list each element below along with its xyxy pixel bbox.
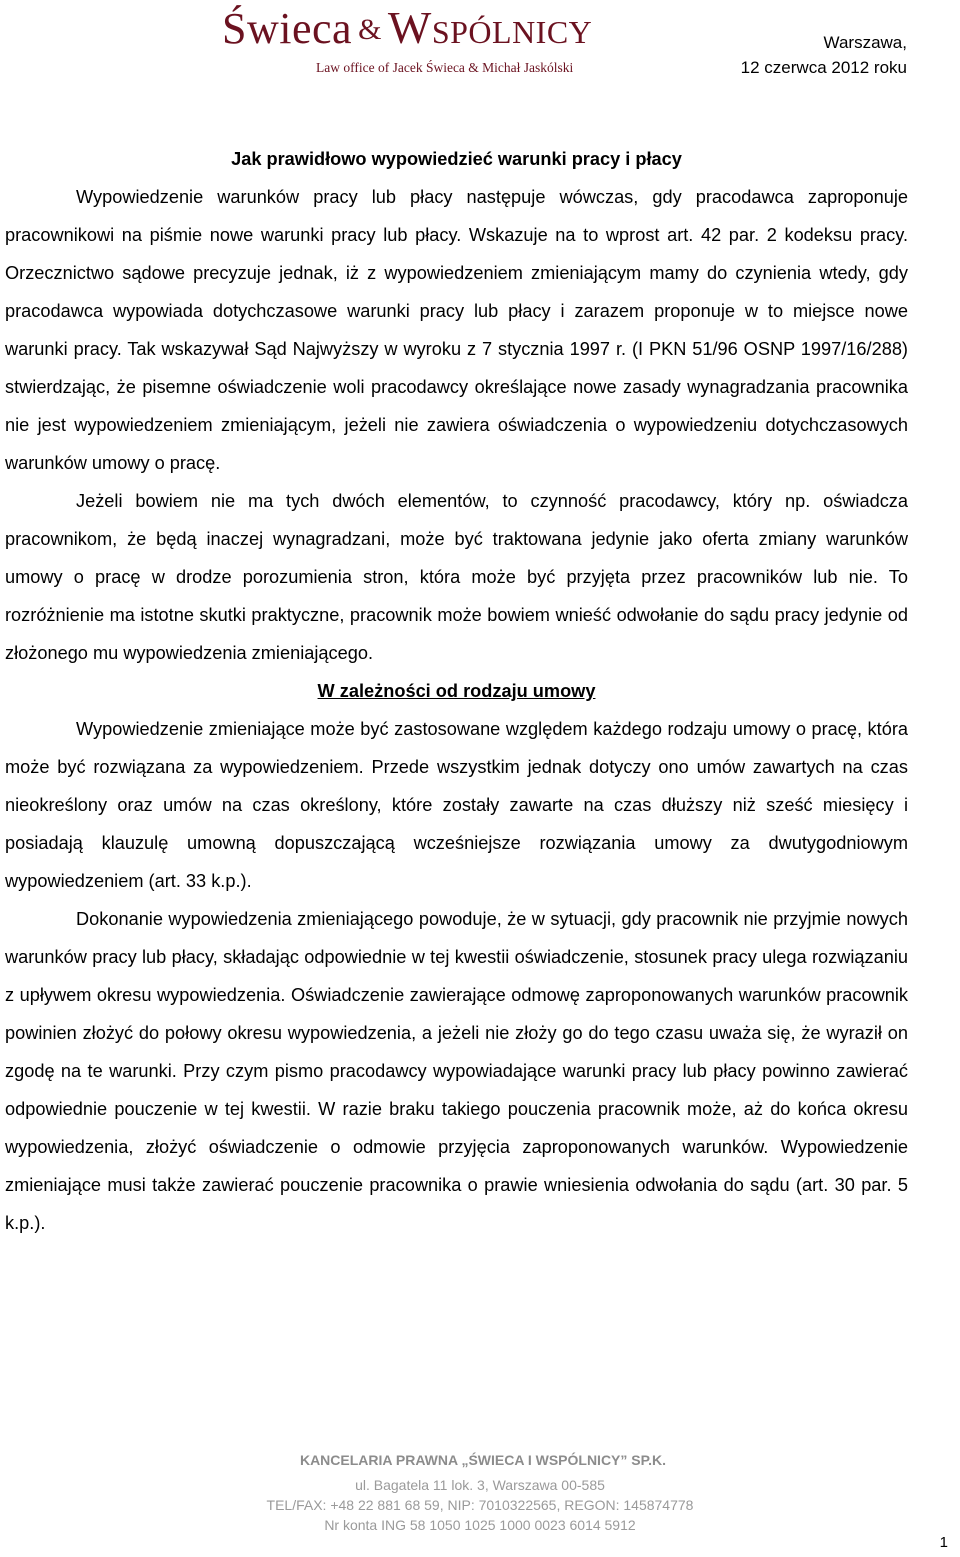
footer-firm-name: KANCELARIA PRAWNA „ŚWIECA I WSPÓLNICY” SP.K. (299, 1452, 667, 1468)
paragraph-4: Dokonanie wypowiedzenia zmieniającego powoduje, że w sytuacji, gdy pracownik nie przyjmie nowych warunków pracy lub płacy, składając odpowiednie w tej kwestii oświadczenie, stosunek pracy ulega rozwiązaniu z upływem okresu wypowiedzenia. Oświadczenie zawierające odmowę zaproponowanych warunków pracownik powinien złożyć do połowy okresu wypowiedzenia, a jeżeli nie złoży go do tego czasu uważa się, że wyraził on zgodę na te warunki. Przy czym pismo pracodawcy wypowiadające warunki pracy lub płacy powinno zawierać odpowiednie pouczenie w tej kwestii. W razie braku takiego pouczenia pracownik może, aż do końca okresu wypowiedzenia, złożyć oświadczenie o odmowie przyjęcia zaproponowanych warunków. Wypowiedzenie zmieniające musi także zawierać pouczenie pracownika o prawie wniesienia odwołania do sądu (art. 30 par. 5 k.p.). (5, 909, 908, 1233)
logo-name-right: Wspólnicy (387, 2, 593, 53)
logo-ampersand: & (358, 13, 382, 46)
date-city: Warszawa, (823, 33, 907, 52)
section-subtitle (5, 672, 908, 710)
article-title: Jak prawidłowo wypowiedzieć warunki pracy i płacy (231, 149, 682, 169)
section-subtitle-text: W zależności od rodzaju umowy (317, 681, 596, 701)
page-footer (0, 1450, 960, 1535)
date-value: 12 czerwca 2012 roku (740, 58, 907, 77)
logo-tagline: Law office of Jacek Świeca & Michał Jaskólski (316, 60, 574, 75)
footer-account: Nr konta ING 58 1050 1025 1000 0023 6014 5912 (324, 1517, 636, 1533)
firm-logo (222, 2, 712, 82)
paragraph-1: Wypowiedzenie warunków pracy lub płacy następuje wówczas, gdy pracodawca zaproponuje pracownikowi na piśmie nowe warunki pracy lub płacy. Wskazuje na to wprost art. 42 par. 2 kodeksu pracy. Orzecznictwo sądowe precyzuje jednak, iż z wypowiedzeniem zmieniającym mamy do czynienia wtedy, gdy pracodawca wypowiada dotychczasowe warunki pracy lub płacy i zarazem proponuje w to miejsce nowe warunki pracy. Tak wskazywał Sąd Najwyższy w wyroku z 7 stycznia 1997 r. (I PKN 51/96 OSNP 1997/16/288) stwierdzając, że pisemne oświadczenie woli pracodawcy określające nowe zasady wynagradzania pracownika nie jest wypowiedzeniem zmieniającym, jeżeli nie zawiera oświadczenia o wypowiedzeniu dotychczasowych warunków umowy o pracę. (5, 187, 908, 473)
logo-name-left: Świeca (222, 4, 353, 53)
document-date (741, 30, 907, 80)
footer-contact: TEL/FAX: +48 22 881 68 59, NIP: 7010322565, REGON: 145874778 (266, 1497, 694, 1513)
footer-address: ul. Bagatela 11 lok. 3, Warszawa 00-585 (355, 1477, 605, 1493)
paragraph-2: Jeżeli bowiem nie ma tych dwóch elementów, to czynność pracodawcy, który np. oświadcza pracownikom, że będą inaczej wynagradzani, może być traktowana jedynie jako oferta zmiany warunków umowy o pracę w drodze porozumienia stron, która może być przyjęta przez pracowników lub nie. To rozróżnienie ma istotne skutki praktyczne, pracownik może bowiem wnieść odwołanie do sądu pracy jedynie od złożonego mu wypowiedzenia zmieniającego. (5, 491, 908, 663)
page-number: 1 (939, 1534, 948, 1551)
logo-wordmark (222, 2, 712, 56)
article-body (5, 140, 908, 1242)
paragraph-3: Wypowiedzenie zmieniające może być zastosowane względem każdego rodzaju umowy o pracę, która może być rozwiązana za wypowiedzeniem. Przede wszystkim jednak dotyczy ono umów zawartych na czas nieokreślony oraz umów na czas określony, które zostały zawarte na czas dłuższy niż sześć miesięcy i posiadają klauzulę umowną dopuszczającą wcześniejsze rozwiązania umowy za dwutygodniowym wypowiedzeniem (art. 33 k.p.). (5, 719, 908, 891)
